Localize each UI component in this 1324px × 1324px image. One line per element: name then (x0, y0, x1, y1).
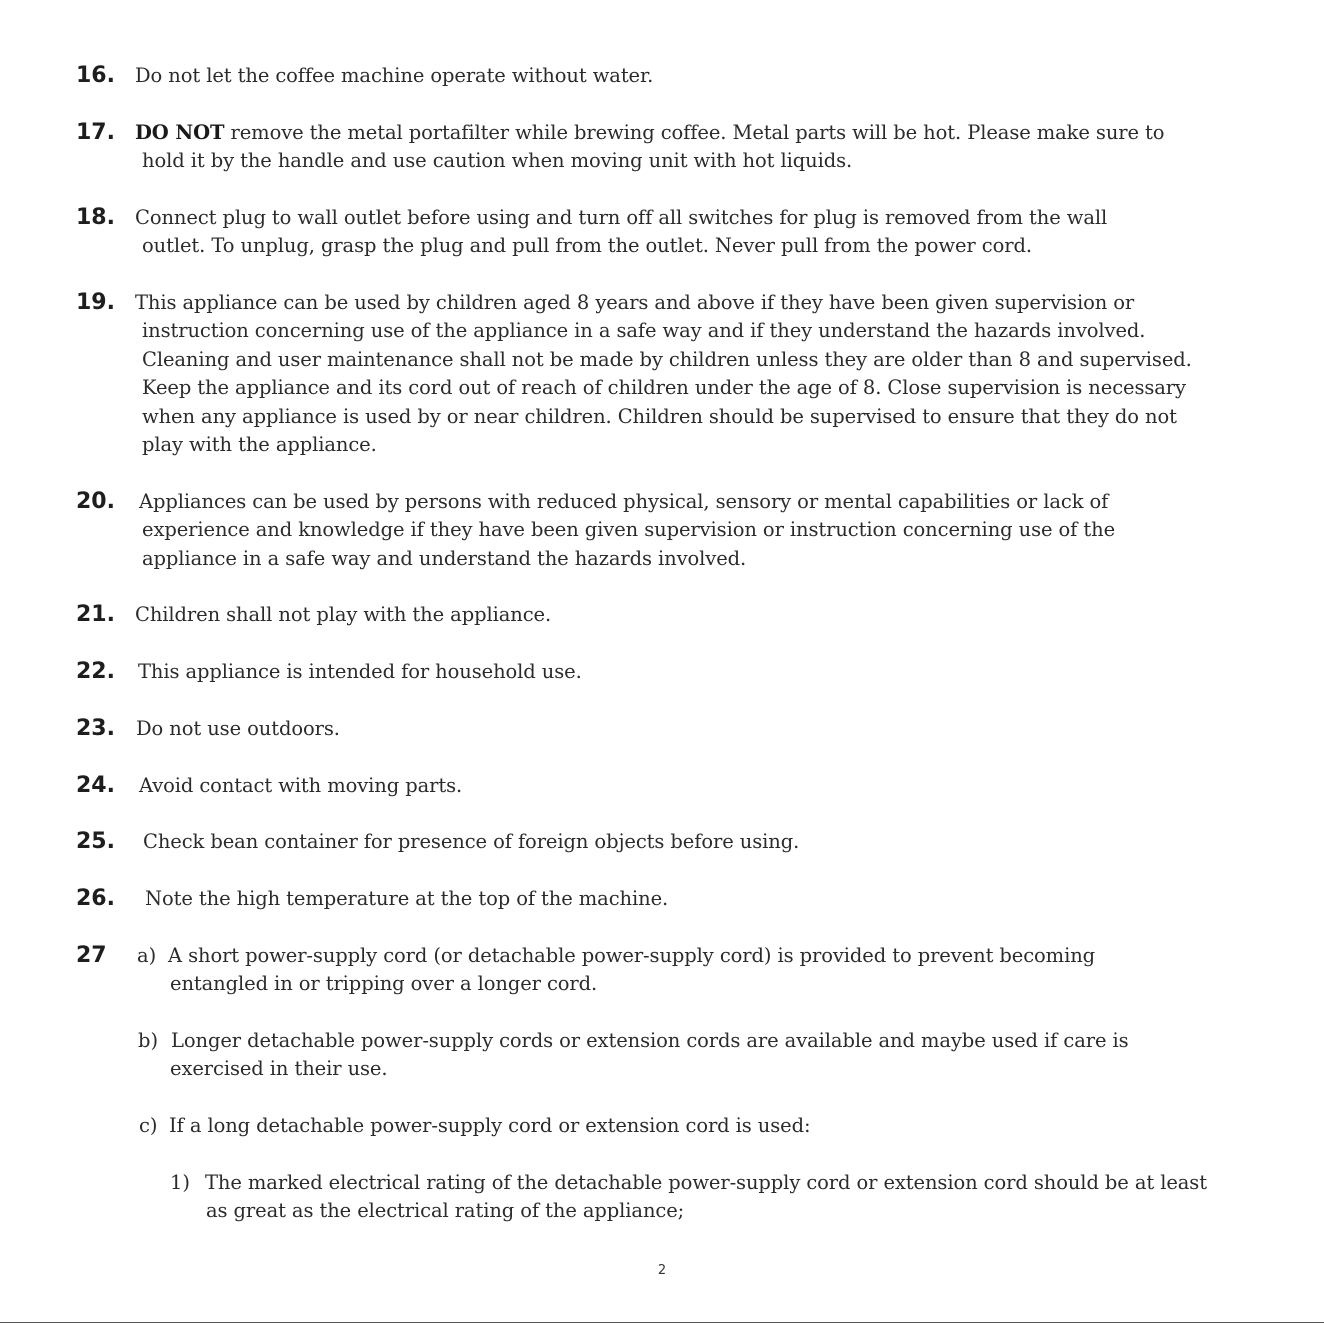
emphasis-do-not: DO NOT (135, 121, 225, 144)
subitem-marker: c) (139, 1114, 158, 1137)
subitem-text: The marked electrical rating of the detachable power-supply cord or extension cord should be at least (205, 1171, 1207, 1194)
subitem-text: If a long detachable power-supply cord or extension cord is used: (169, 1114, 811, 1137)
item-number: 19. (76, 290, 115, 315)
subitem-marker: a) (137, 944, 157, 967)
item-text: Do not let the coffee machine operate without water. (135, 64, 654, 87)
subitem-text: A short power-supply cord (or detachable power-supply cord) is provided to prevent becoming (168, 944, 1096, 967)
item-text: This appliance is intended for household use. (138, 660, 582, 683)
item-number: 26. (76, 886, 115, 911)
item-text: Appliances can be used by persons with reduced physical, sensory or mental capabilities or lack of (139, 490, 1109, 513)
item-number: 23. (76, 716, 115, 741)
item-text-continued: remove the metal portafilter while brewing coffee. Metal parts will be hot. Please make sure to (224, 121, 1165, 144)
item-number: 17. (76, 120, 115, 145)
item-text: outlet. To unplug, grasp the plug and pull from the outlet. Never pull from the power cord. (142, 234, 1032, 257)
subitem-text: entangled in or tripping over a longer cord. (170, 972, 598, 995)
page-number: 2 (657, 1263, 667, 1278)
item-number: 21. (76, 602, 115, 627)
item-number: 22. (76, 659, 115, 684)
item-number: 16. (76, 63, 115, 88)
item-number: 18. (76, 205, 115, 230)
item-text: Check bean container for presence of foreign objects before using. (143, 830, 800, 853)
page-bottom-rule (0, 1322, 1324, 1323)
item-text: Note the high temperature at the top of the machine. (145, 887, 669, 910)
item-text: play with the appliance. (142, 433, 377, 456)
subitem-text: Longer detachable power-supply cords or extension cords are available and maybe used if care is (171, 1029, 1129, 1052)
item-number: 27 (76, 943, 107, 968)
item-text: instruction concerning use of the appliance in a safe way and if they understand the hazards involved. (142, 319, 1146, 342)
subitem-marker: b) (138, 1029, 159, 1052)
item-number: 20. (76, 489, 115, 514)
item-number: 25. (76, 829, 115, 854)
item-text: experience and knowledge if they have been given supervision or instruction concerning use of the (142, 518, 1116, 541)
subitem-text: as great as the electrical rating of the appliance; (206, 1199, 685, 1222)
item-text: Children shall not play with the appliance. (135, 603, 552, 626)
subitem-marker: 1) (170, 1171, 191, 1194)
item-text: Avoid contact with moving parts. (139, 774, 463, 797)
item-text: when any appliance is used by or near children. Children should be supervised to ensure that they do not (142, 405, 1177, 428)
item-text: Cleaning and user maintenance shall not be made by children unless they are older than 8 and supervised. (142, 348, 1192, 371)
item-text: Keep the appliance and its cord out of reach of children under the age of 8. Close supervision is necessary (142, 376, 1186, 399)
item-text: This appliance can be used by children aged 8 years and above if they have been given supervision or (135, 291, 1135, 314)
subitem-text: exercised in their use. (170, 1057, 388, 1080)
item-text: Do not use outdoors. (136, 717, 340, 740)
item-text: Connect plug to wall outlet before using and turn off all switches for plug is removed from the wall (135, 206, 1108, 229)
item-number: 24. (76, 773, 115, 798)
item-text: appliance in a safe way and understand the hazards involved. (142, 547, 747, 570)
item-text (135, 119, 1164, 147)
item-text: hold it by the handle and use caution when moving unit with hot liquids. (142, 149, 853, 172)
